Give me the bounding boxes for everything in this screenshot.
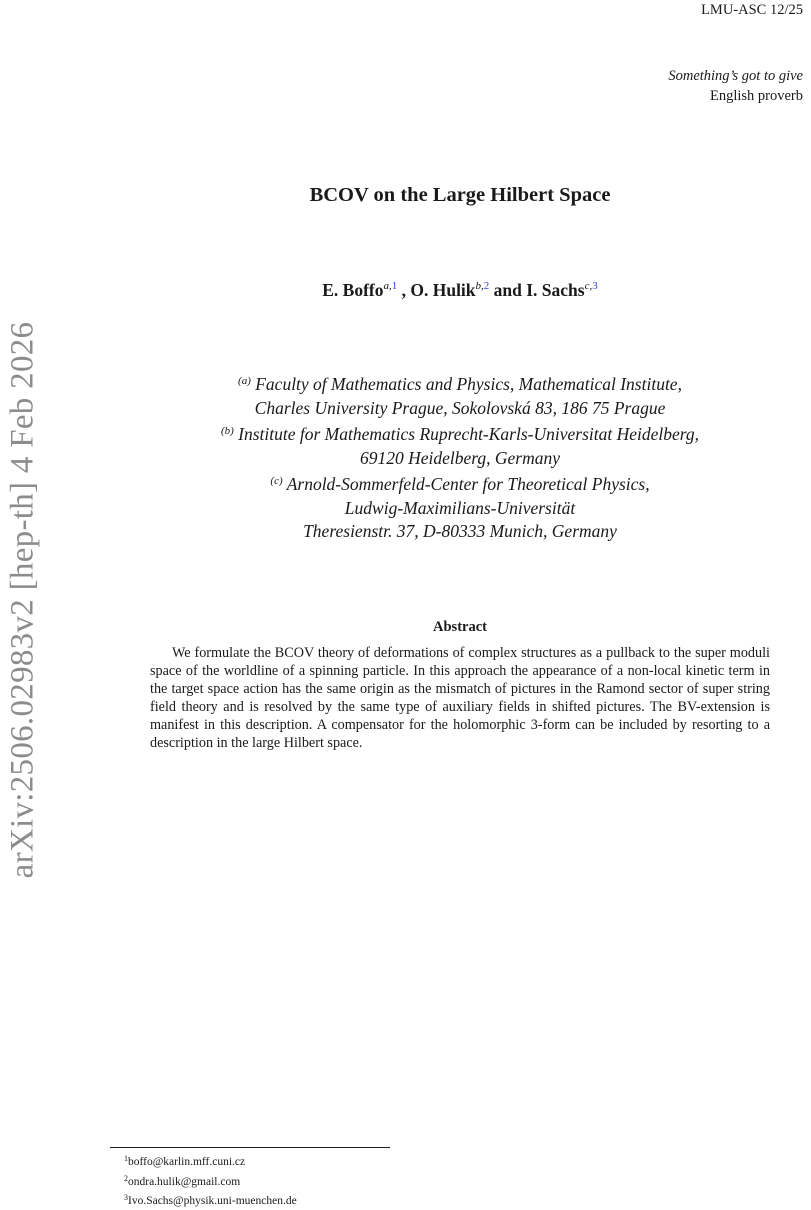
- author-affil-mark: b,2: [475, 280, 490, 292]
- author-name: O. Hulik: [410, 280, 476, 300]
- footnote-email[interactable]: ondra.hulik@gmail.com: [128, 1175, 241, 1188]
- arxiv-stamp: arXiv:2506.02983v2 [hep-th] 4 Feb 2026: [4, 321, 41, 879]
- epigraph-source: English proverb: [709, 88, 803, 104]
- affiliation-b: $^{(b)}$ Institute for Mathematics Ruprecht-Karls-Universitat Heidelberg,: [220, 424, 700, 444]
- footnote-email[interactable]: boffo@karlin.mff.cuni.cz: [128, 1156, 246, 1168]
- footnote-link[interactable]: 3: [592, 280, 598, 292]
- footnotes: [124, 1151, 297, 1210]
- author-separator: and: [489, 280, 527, 300]
- author-affil-mark: c,3: [584, 280, 598, 292]
- footnote-link[interactable]: 1: [391, 280, 398, 292]
- author-name: I. Sachs: [526, 280, 585, 300]
- footnote: $^2$ondra.hulik@gmail.com: [124, 1173, 241, 1188]
- affiliation-b-line2: 69120 Heidelberg, Germany: [359, 447, 561, 468]
- abstract-body: [150, 644, 770, 753]
- abstract-heading: Abstract: [433, 619, 487, 635]
- footnote-link[interactable]: 2: [483, 280, 490, 292]
- footnote-rule: [110, 1147, 390, 1148]
- affiliation-c-line2: Ludwig-Maximilians-Universität: [344, 497, 576, 518]
- affiliation-c-line3: Theresienstr. 37, D-80333 Munich, Germany: [303, 521, 617, 541]
- affil-mark-a: (a): [238, 375, 251, 387]
- author-list: [160, 280, 760, 301]
- paper-title: BCOV on the Large Hilbert Space: [309, 184, 611, 206]
- affiliation-c: $^{(c)}$ Arnold-Sommerfeld-Center for Theoretical Physics,: [270, 474, 650, 494]
- affil-mark-c: (c): [270, 475, 283, 487]
- affiliation-a: $^{(a)}$ Faculty of Mathematics and Physics, Mathematical Institute,: [238, 374, 682, 394]
- abstract-text: We formulate the BCOV theory of deformations of complex structures as a pullback to the super moduli space of the worldline of a spinning particle. In this approach the appearance of a non-local kinetic term in the target space action has the same origin as the mismatch of pictures in the Ramond sector of super string field theory and is resolved by the same type of auxiliary fields in shifted pictures. The BV-extension is manifest in this description. A compensator for the holomorphic 3-form can be included by resorting to a description in the large Hilbert space.: [150, 645, 770, 752]
- epigraph-quote: Something’s got to give: [668, 68, 803, 84]
- preprint-number: LMU-ASC 12/25: [701, 2, 803, 18]
- affil-mark-b: (b): [220, 425, 234, 437]
- affiliation-a-line2: Charles University Prague, Sokolovská 83, 186 75 Prague: [254, 397, 666, 418]
- epigraph: [668, 66, 803, 106]
- footnote: $^1$boffo@karlin.mff.cuni.cz: [124, 1154, 246, 1168]
- affiliations: [140, 370, 780, 544]
- footnote: $^3$Ivo.Sachs@physik.uni-muenchen.de: [124, 1193, 297, 1207]
- author-affil-mark: a,1: [383, 280, 398, 292]
- author-name: E. Boffo: [322, 280, 384, 300]
- author-separator: ,: [397, 280, 411, 300]
- footnote-email[interactable]: Ivo.Sachs@physik.uni-muenchen.de: [128, 1195, 297, 1207]
